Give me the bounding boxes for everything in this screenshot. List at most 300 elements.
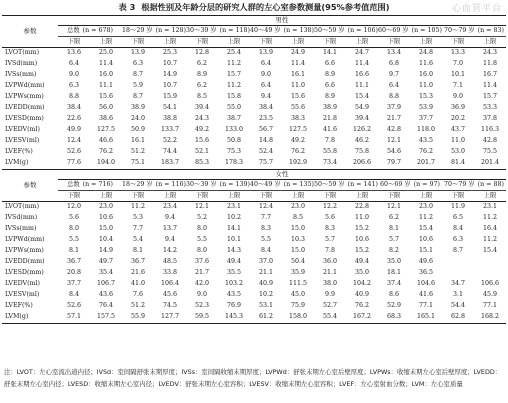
value-cell: 9.7	[388, 71, 399, 79]
value-cell: 9.0	[260, 71, 271, 79]
param-header: 参数	[2, 16, 58, 48]
age-range: 18～29 岁	[122, 180, 153, 188]
value-cell: 103.2	[224, 280, 244, 288]
lower-limit-header: 下限	[378, 191, 410, 202]
value-cell: 76.2	[290, 148, 306, 156]
value-cell: 11.2	[226, 82, 242, 90]
value-cell: 23.1	[482, 203, 498, 211]
param-name: LVESV(ml)	[5, 137, 40, 145]
value-cell	[474, 268, 506, 279]
value-cell: 7.8	[324, 247, 335, 255]
value-cell: 45.0	[290, 291, 306, 299]
value-cell: 15.7	[226, 71, 242, 79]
value-cell: 11.4	[290, 60, 306, 68]
value-cell: 168.2	[474, 312, 506, 324]
value-cell: 46.2	[354, 137, 370, 145]
table-row	[2, 235, 506, 246]
value-cell: 52.4	[258, 148, 274, 156]
sex-header-row	[2, 170, 506, 180]
sample-size: (n = 139)	[219, 180, 250, 188]
parameter-table	[2, 15, 506, 324]
age-range: 总数	[67, 180, 80, 188]
value-cell: 10.4	[98, 236, 114, 244]
value-cell: 43.6	[98, 291, 114, 299]
table-row	[2, 213, 506, 224]
value-cell: 75.8	[354, 148, 370, 156]
value-cell: 77.1	[482, 302, 498, 310]
value-cell: 9.4	[164, 236, 175, 244]
value-cell: 18.1	[386, 269, 402, 277]
value-cell: 14.3	[226, 247, 242, 255]
value-cell: 9.9	[324, 291, 335, 299]
value-cell: 111.5	[288, 280, 308, 288]
value-cell: 25.4	[226, 49, 242, 57]
value-cell: 192.9	[282, 158, 314, 170]
value-cell: 8.7	[452, 247, 463, 255]
value-cell: 38.7	[226, 115, 242, 123]
value-cell: 38.9	[322, 104, 338, 112]
value-cell: 24.8	[418, 49, 434, 57]
value-cell: 49.2	[290, 137, 306, 145]
value-cell: 38.4	[66, 104, 82, 112]
value-cell: 49.4	[226, 258, 242, 266]
value-cell: 59.5	[186, 312, 218, 324]
value-cell: 10.3	[290, 236, 306, 244]
value-cell: 37.0	[258, 258, 274, 266]
age-range: 70～79 岁	[444, 26, 475, 34]
value-cell: 5.5	[196, 236, 207, 244]
value-cell: 76.4	[98, 302, 114, 310]
value-cell: 8.5	[196, 93, 207, 101]
value-cell: 37.8	[482, 115, 498, 123]
value-cell: 201.4	[474, 158, 506, 170]
value-cell: 15.4	[418, 225, 434, 233]
value-cell: 75.5	[482, 148, 498, 156]
lower-limit-header: 下限	[122, 37, 154, 48]
age-group-header	[122, 180, 186, 191]
value-cell: 39.4	[354, 115, 370, 123]
value-cell: 11.0	[418, 82, 434, 90]
value-cell: 15.3	[418, 93, 434, 101]
age-range: 40～49 岁	[250, 180, 281, 188]
value-cell: 12.4	[258, 203, 274, 211]
value-cell: 13.6	[66, 49, 82, 57]
upper-limit-header: 上限	[346, 37, 378, 48]
value-cell: 9.4	[164, 214, 175, 222]
value-cell: 13.7	[162, 225, 178, 233]
value-cell: 20.2	[450, 115, 466, 123]
table-row	[2, 224, 506, 235]
value-cell: 52.6	[66, 148, 82, 156]
value-cell: 42.0	[194, 280, 210, 288]
value-cell: 51.2	[130, 302, 146, 310]
value-cell: 68.3	[378, 312, 410, 324]
value-cell: 56.0	[98, 104, 114, 112]
value-cell: 16.0	[98, 71, 114, 79]
sample-size: (n = 716)	[82, 180, 113, 188]
value-cell: 11.2	[226, 60, 242, 68]
value-cell: 106.4	[160, 280, 180, 288]
value-cell: 15.1	[418, 247, 434, 255]
value-cell: 11.1	[354, 82, 370, 90]
value-cell: 15.9	[162, 93, 178, 101]
sample-size: (n = 128)	[155, 26, 186, 34]
sample-size: (n = 118)	[219, 26, 250, 34]
value-cell: 42.8	[482, 137, 498, 145]
value-cell: 35.0	[354, 269, 370, 277]
param-name: LVESD(mm)	[5, 269, 44, 277]
age-range: 60～69 岁	[378, 26, 409, 34]
table-row	[2, 158, 506, 170]
value-cell: 21.7	[386, 115, 402, 123]
age-range: 70～79 岁	[444, 180, 475, 188]
value-cell: 8.7	[132, 71, 143, 79]
param-name: LVOT(mm)	[5, 49, 40, 57]
value-cell: 37.7	[418, 115, 434, 123]
value-cell: 5.4	[132, 236, 143, 244]
value-cell: 55.0	[226, 104, 242, 112]
value-cell: 21.7	[194, 269, 210, 277]
value-cell: 9.0	[452, 93, 463, 101]
value-cell: 49.9	[66, 126, 82, 134]
value-cell: 15.6	[290, 93, 306, 101]
age-group-header	[314, 26, 378, 37]
value-cell: 6.6	[324, 82, 335, 90]
watermark: 心血管平台	[451, 4, 502, 14]
value-cell: 75.3	[226, 148, 242, 156]
value-cell: 3.1	[452, 291, 463, 299]
value-cell: 41.0	[130, 280, 146, 288]
value-cell: 11.0	[290, 82, 306, 90]
lower-limit-header: 下限	[314, 191, 346, 202]
param-name: IVSs(mm)	[5, 225, 37, 233]
value-cell: 24.9	[290, 49, 306, 57]
value-cell: 6.4	[388, 82, 399, 90]
param-name: LVEF(%)	[5, 148, 33, 156]
value-cell: 35.9	[290, 269, 306, 277]
value-cell: 5.3	[132, 214, 143, 222]
value-cell: 11.2	[482, 214, 498, 222]
value-cell: 133.0	[224, 126, 244, 134]
value-cell: 36.7	[130, 258, 146, 266]
param-name: LVPWs(mm)	[5, 247, 44, 255]
lower-limit-header: 下限	[250, 191, 282, 202]
upper-limit-header: 上限	[90, 37, 122, 48]
value-cell: 35.4	[98, 269, 114, 277]
value-cell: 76.9	[226, 302, 242, 310]
value-cell: 8.0	[196, 225, 207, 233]
value-cell: 75.1	[122, 158, 154, 170]
value-cell: 15.2	[354, 225, 370, 233]
lower-limit-header: 下限	[442, 37, 474, 48]
value-cell: 8.3	[260, 225, 271, 233]
value-cell: 106.6	[480, 280, 500, 288]
value-cell: 50.4	[290, 258, 306, 266]
value-cell: 118.0	[416, 126, 436, 134]
value-cell: 43.5	[226, 291, 242, 299]
value-cell: 45.9	[482, 291, 498, 299]
param-name: LVEDD(mm)	[5, 104, 45, 112]
table-title: 根据性别及年龄分层的研究人群的左心室参数测量(95%参考值范围)	[141, 2, 390, 12]
value-cell: 8.9	[324, 71, 335, 79]
upper-limit-header: 上限	[410, 37, 442, 48]
value-cell: 54.9	[354, 104, 370, 112]
value-cell: 21.1	[322, 269, 338, 277]
value-cell: 6.8	[388, 60, 399, 68]
age-range: 18～29 岁	[122, 26, 153, 34]
value-cell: 15.4	[482, 247, 498, 255]
value-cell: 23.5	[258, 115, 274, 123]
value-cell: 7.8	[324, 137, 335, 145]
value-cell: 46.6	[98, 137, 114, 145]
value-cell: 126.2	[352, 126, 372, 134]
value-cell: 5.5	[260, 236, 271, 244]
value-cell: 15.8	[226, 93, 242, 101]
value-cell: 12.1	[386, 203, 402, 211]
table-row	[2, 312, 506, 324]
value-cell: 6.4	[68, 60, 79, 68]
value-cell: 10.2	[226, 214, 242, 222]
value-cell: 57.1	[58, 312, 90, 324]
value-cell: 25.0	[98, 49, 114, 57]
value-cell: 8.8	[68, 93, 79, 101]
value-cell: 5.6	[68, 214, 79, 222]
value-cell: 10.7	[162, 60, 178, 68]
param-name: LVEDV(ml)	[5, 126, 40, 134]
value-cell: 39.4	[194, 104, 210, 112]
age-group-header	[378, 26, 442, 37]
value-cell: 40.9	[354, 291, 370, 299]
value-cell: 158.0	[282, 312, 314, 324]
value-cell: 127.5	[96, 126, 116, 134]
table-footnote: 注：LVOT：左心室流出道内径；IVSd：室间隔舒张末期厚度；IVSs：室间隔收缩末期厚度；LVPWd：舒张末期左心室后壁厚度；LVPWs：收缩末期左心室后壁厚度；LVEDD：舒张末期左心室内径；LVESD：收缩末期左心室内径；LVEDV：舒张末期左心室容积；LVESV：收缩末期左心室容积；LVEF：左心室射血分数；LVM：左心室质量	[4, 368, 502, 388]
age-group-row	[2, 180, 506, 191]
value-cell: 38.8	[162, 115, 178, 123]
lower-limit-header: 下限	[122, 191, 154, 202]
value-cell: 5.2	[196, 214, 207, 222]
value-cell: 73.4	[314, 158, 346, 170]
upper-limit-header: 上限	[282, 37, 314, 48]
value-cell: 40.9	[258, 280, 274, 288]
value-cell: 34.7	[450, 280, 466, 288]
value-cell: 36.9	[450, 104, 466, 112]
value-cell: 5.5	[68, 236, 79, 244]
table-row	[2, 114, 506, 125]
value-cell: 7.6	[132, 291, 143, 299]
age-group-header	[122, 26, 186, 37]
value-cell: 145.3	[218, 312, 250, 324]
value-cell: 11.4	[354, 60, 370, 68]
value-cell: 43.7	[450, 126, 466, 134]
age-group-header	[314, 180, 378, 191]
value-cell: 6.2	[196, 60, 207, 68]
table-row	[2, 103, 506, 114]
value-cell: 6.3	[132, 60, 143, 68]
param-name: LVM(g)	[2, 312, 58, 324]
value-cell: 165.1	[410, 312, 442, 324]
lower-limit-header: 下限	[250, 37, 282, 48]
value-cell: 16.0	[418, 71, 434, 79]
lower-limit-header: 下限	[442, 191, 474, 202]
table-number: 表 3	[118, 2, 136, 12]
value-cell: 37.9	[386, 104, 402, 112]
value-cell: 167.2	[346, 312, 378, 324]
value-cell: 12.4	[66, 137, 82, 145]
value-cell: 74.5	[162, 302, 178, 310]
value-cell: 54.6	[386, 148, 402, 156]
value-cell: 6.4	[260, 82, 271, 90]
table-row	[2, 136, 506, 147]
value-cell: 9.0	[68, 71, 79, 79]
upper-limit-header: 上限	[474, 37, 506, 48]
value-cell: 7.7	[132, 225, 143, 233]
value-cell: 8.1	[388, 225, 399, 233]
value-cell: 55.4	[314, 312, 346, 324]
value-cell: 49.2	[194, 126, 210, 134]
value-cell: 8.8	[388, 93, 399, 101]
value-cell: 33.8	[162, 269, 178, 277]
table-row	[2, 202, 506, 214]
value-cell: 16.1	[130, 137, 146, 145]
value-cell: 5.9	[132, 82, 143, 90]
value-cell: 24.3	[482, 49, 498, 57]
value-cell: 35.5	[226, 269, 242, 277]
value-cell: 116.3	[480, 126, 500, 134]
value-cell: 6.4	[260, 60, 271, 68]
value-cell: 14.1	[226, 225, 242, 233]
value-cell: 8.1	[132, 247, 143, 255]
value-cell: 62.8	[442, 312, 474, 324]
lower-limit-header: 下限	[314, 37, 346, 48]
value-cell: 6.2	[388, 214, 399, 222]
value-cell: 81.4	[442, 158, 474, 170]
value-cell: 7.0	[452, 60, 463, 68]
value-cell: 11.1	[98, 82, 114, 90]
value-cell: 104.6	[416, 280, 436, 288]
value-cell: 15.4	[354, 93, 370, 101]
value-cell: 37.6	[194, 258, 210, 266]
value-cell: 23.0	[290, 203, 306, 211]
value-cell: 11.8	[482, 60, 498, 68]
value-cell: 157.5	[90, 312, 122, 324]
value-cell: 49.7	[98, 258, 114, 266]
value-cell: 8.4	[452, 225, 463, 233]
age-group-header	[58, 26, 122, 37]
value-cell: 43.5	[418, 137, 434, 145]
age-group-header	[250, 180, 314, 191]
value-cell: 10.6	[354, 236, 370, 244]
param-name: LVEDV(ml)	[5, 280, 40, 288]
table-row	[2, 48, 506, 60]
value-cell: 49.4	[354, 258, 370, 266]
value-cell: 12.1	[194, 203, 210, 211]
table-row	[2, 125, 506, 136]
value-cell: 16.7	[482, 71, 498, 79]
value-cell: 41.6	[322, 126, 338, 134]
sex-header-row	[2, 16, 506, 26]
value-cell: 14.9	[162, 71, 178, 79]
value-cell: 51.2	[130, 148, 146, 156]
value-cell: 127.7	[154, 312, 186, 324]
value-cell: 13.3	[450, 49, 466, 57]
value-cell: 11.0	[354, 214, 370, 222]
value-cell: 76.2	[418, 148, 434, 156]
value-cell: 106.7	[96, 280, 116, 288]
value-cell: 8.6	[388, 291, 399, 299]
age-group-header	[186, 26, 250, 37]
value-cell: 15.0	[290, 225, 306, 233]
value-cell: 9.4	[260, 93, 271, 101]
value-cell: 14.2	[162, 247, 178, 255]
value-cell: 20.8	[66, 269, 82, 277]
value-cell: 201.7	[410, 158, 442, 170]
value-cell: 10.1	[450, 71, 466, 79]
upper-limit-header: 上限	[90, 191, 122, 202]
table-row	[2, 246, 506, 257]
value-cell: 76.2	[98, 148, 114, 156]
age-range: 30～39 岁	[186, 26, 217, 34]
value-cell: 6.5	[452, 214, 463, 222]
value-cell: 52.7	[322, 302, 338, 310]
lower-limit-header: 下限	[58, 191, 90, 202]
value-cell: 11.2	[482, 236, 498, 244]
age-range: 50～59 岁	[314, 26, 345, 34]
table-row	[2, 268, 506, 279]
value-cell: 8.5	[292, 214, 303, 222]
value-cell: 12.1	[386, 137, 402, 145]
value-cell: 36.5	[418, 269, 434, 277]
value-cell: 133.7	[160, 126, 180, 134]
value-cell: 11.0	[450, 137, 466, 145]
lower-limit-header: 下限	[186, 37, 218, 48]
value-cell: 42.8	[386, 126, 402, 134]
table-row	[2, 59, 506, 70]
table-row	[2, 301, 506, 312]
table-row	[2, 279, 506, 290]
table-row	[2, 147, 506, 158]
value-cell: 8.9	[196, 71, 207, 79]
value-cell: 11.2	[418, 214, 434, 222]
sample-size: (n = 135)	[283, 180, 314, 188]
value-cell: 25.3	[162, 49, 178, 57]
param-name: LVPWd(mm)	[5, 82, 45, 90]
value-cell: 77.1	[418, 302, 434, 310]
value-cell: 21.6	[130, 269, 146, 277]
value-cell: 37.7	[66, 280, 82, 288]
param-name: LVM(g)	[2, 158, 58, 170]
value-cell: 14.8	[258, 137, 274, 145]
value-cell: 7.7	[260, 214, 271, 222]
value-cell: 9.0	[196, 291, 207, 299]
value-cell: 13.4	[386, 49, 402, 57]
upper-limit-header: 上限	[218, 37, 250, 48]
value-cell: 45.6	[162, 291, 178, 299]
param-header: 参数	[2, 170, 58, 202]
age-range: 50～59 岁	[314, 180, 345, 188]
value-cell: 53.1	[258, 302, 274, 310]
value-cell: 76.2	[354, 302, 370, 310]
sample-size: (n = 106)	[347, 26, 378, 34]
age-group-header	[442, 26, 506, 37]
value-cell: 75.7	[250, 158, 282, 170]
value-cell: 79.7	[378, 158, 410, 170]
value-cell: 183.7	[154, 158, 186, 170]
value-cell: 21.1	[258, 269, 274, 277]
value-cell: 41.6	[418, 291, 434, 299]
value-cell: 74.4	[162, 148, 178, 156]
value-cell: 52.2	[162, 137, 178, 145]
value-cell: 7.1	[452, 82, 463, 90]
